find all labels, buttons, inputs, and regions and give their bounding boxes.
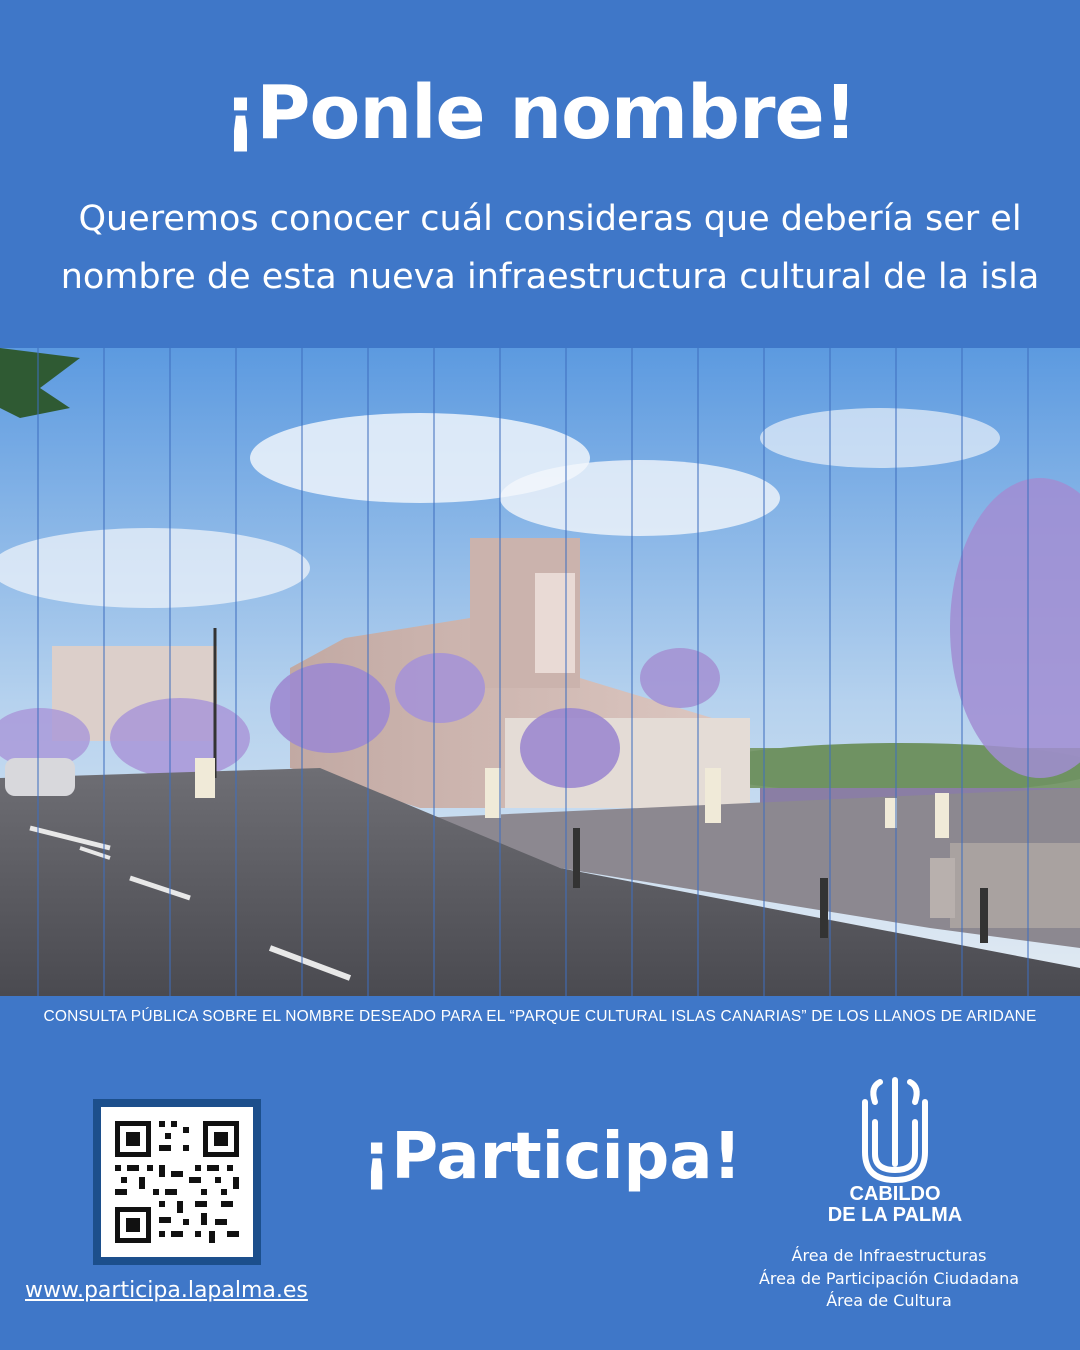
logo-name-line-1: CABILDO — [849, 1183, 941, 1205]
subtitle-line-2: nombre de esta nueva infraestructura cultural de la isla — [60, 257, 1040, 297]
subtitle-line-1: Queremos conocer cuál consideras que debería ser el — [78, 199, 1022, 239]
qr-code-pattern — [101, 1107, 253, 1257]
departments-list — [730, 1245, 1048, 1313]
headline: ¡Ponle nombre! — [223, 70, 857, 156]
qr-code[interactable] — [93, 1099, 261, 1265]
department-infraestructuras: Área de Infraestructuras — [791, 1246, 987, 1265]
logo-name-line-2: DE LA PALMA — [827, 1204, 963, 1226]
department-participacion: Área de Participación Ciudadana — [758, 1268, 1020, 1288]
participate-call-to-action: ¡Participa! — [362, 1120, 742, 1194]
department-cultura: Área de Cultura — [826, 1291, 952, 1310]
consultation-caption: CONSULTA PÚBLICA SOBRE EL NOMBRE DESEADO PARA EL “PARQUE CULTURAL ISLAS CANARIAS” DE LOS LLANOS DE ARIDANE — [43, 1008, 1037, 1025]
cabildo-logo-text — [760, 1184, 1030, 1226]
participation-url-link[interactable]: www.participa.lapalma.es — [25, 1278, 308, 1303]
architectural-render-image — [0, 348, 1080, 996]
subtitle — [40, 190, 1060, 306]
